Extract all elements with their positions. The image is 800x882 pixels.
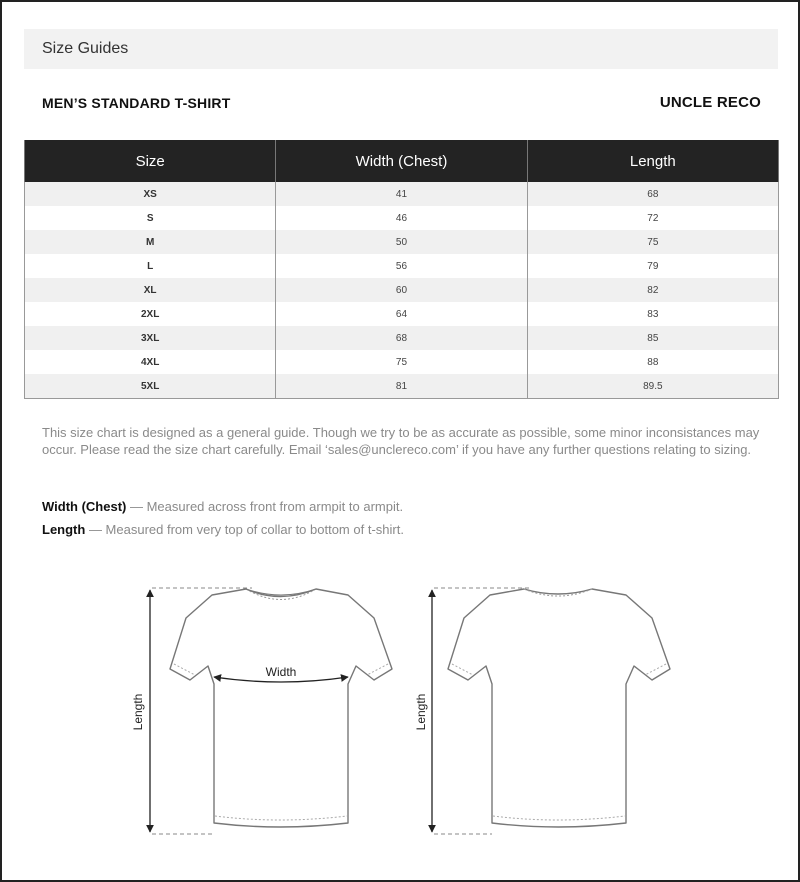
front-width-label: Width xyxy=(265,665,297,679)
size-cell: XL xyxy=(25,278,276,302)
width-cell: 46 xyxy=(276,206,527,230)
product-name: MEN’S STANDARD T-SHIRT xyxy=(42,94,231,111)
length-cell: 83 xyxy=(527,302,778,326)
size-cell: 2XL xyxy=(25,302,276,326)
front-tshirt-illustration xyxy=(131,588,392,834)
tshirt-diagram xyxy=(2,572,800,842)
width-cell: 81 xyxy=(276,374,527,399)
size-cell: XS xyxy=(25,182,276,206)
length-cell: 85 xyxy=(527,326,778,350)
length-cell: 82 xyxy=(527,278,778,302)
size-cell: 5XL xyxy=(25,374,276,399)
size-cell: 3XL xyxy=(25,326,276,350)
length-cell: 75 xyxy=(527,230,778,254)
length-term: Length xyxy=(42,522,86,537)
length-cell: 72 xyxy=(527,206,778,230)
length-cell: 79 xyxy=(527,254,778,278)
table-row xyxy=(25,302,779,326)
table-header-row xyxy=(25,140,779,182)
width-cell: 56 xyxy=(276,254,527,278)
front-length-label: Length xyxy=(131,693,145,731)
size-guides-header xyxy=(24,29,778,69)
length-cell: 89.5 xyxy=(527,374,778,399)
column-header-size: Size xyxy=(25,140,276,182)
size-cell: S xyxy=(25,206,276,230)
disclaimer-text: This size chart is designed as a general guide. Though we try to be as accurate as possible, some minor inconsistances may occur. Please read the size chart carefully. Email ‘sales@unclereco.com’ if you have any further questions relating to sizing. xyxy=(42,425,760,457)
width-cell: 41 xyxy=(276,182,527,206)
size-cell: M xyxy=(25,230,276,254)
size-cell: L xyxy=(25,254,276,278)
length-cell: 68 xyxy=(527,182,778,206)
column-header-width: Width (Chest) xyxy=(276,140,527,182)
length-description: — Measured from very top of collar to bottom of t-shirt. xyxy=(85,522,404,537)
length-definition xyxy=(42,522,404,537)
back-tshirt-illustration xyxy=(414,588,670,834)
table-row xyxy=(25,278,779,302)
table-row xyxy=(25,374,779,399)
width-cell: 60 xyxy=(276,278,527,302)
column-header-length: Length xyxy=(527,140,778,182)
product-row xyxy=(42,94,761,111)
width-cell: 64 xyxy=(276,302,527,326)
width-term: Width (Chest) xyxy=(42,499,127,514)
brand-name: UNCLE RECO xyxy=(659,94,761,111)
table-row xyxy=(25,326,779,350)
page-title: Size Guides xyxy=(42,40,129,57)
width-cell: 75 xyxy=(276,350,527,374)
table-row xyxy=(25,230,779,254)
length-cell: 88 xyxy=(527,350,778,374)
table-row xyxy=(25,350,779,374)
table-row xyxy=(25,182,779,206)
size-table xyxy=(24,140,779,399)
table-row xyxy=(25,254,779,278)
width-definition xyxy=(42,499,403,514)
width-cell: 50 xyxy=(276,230,527,254)
width-cell: 68 xyxy=(276,326,527,350)
back-length-label: Length xyxy=(414,693,428,731)
width-description: — Measured across front from armpit to armpit. xyxy=(126,499,404,514)
size-cell: 4XL xyxy=(25,350,276,374)
table-row xyxy=(25,206,779,230)
